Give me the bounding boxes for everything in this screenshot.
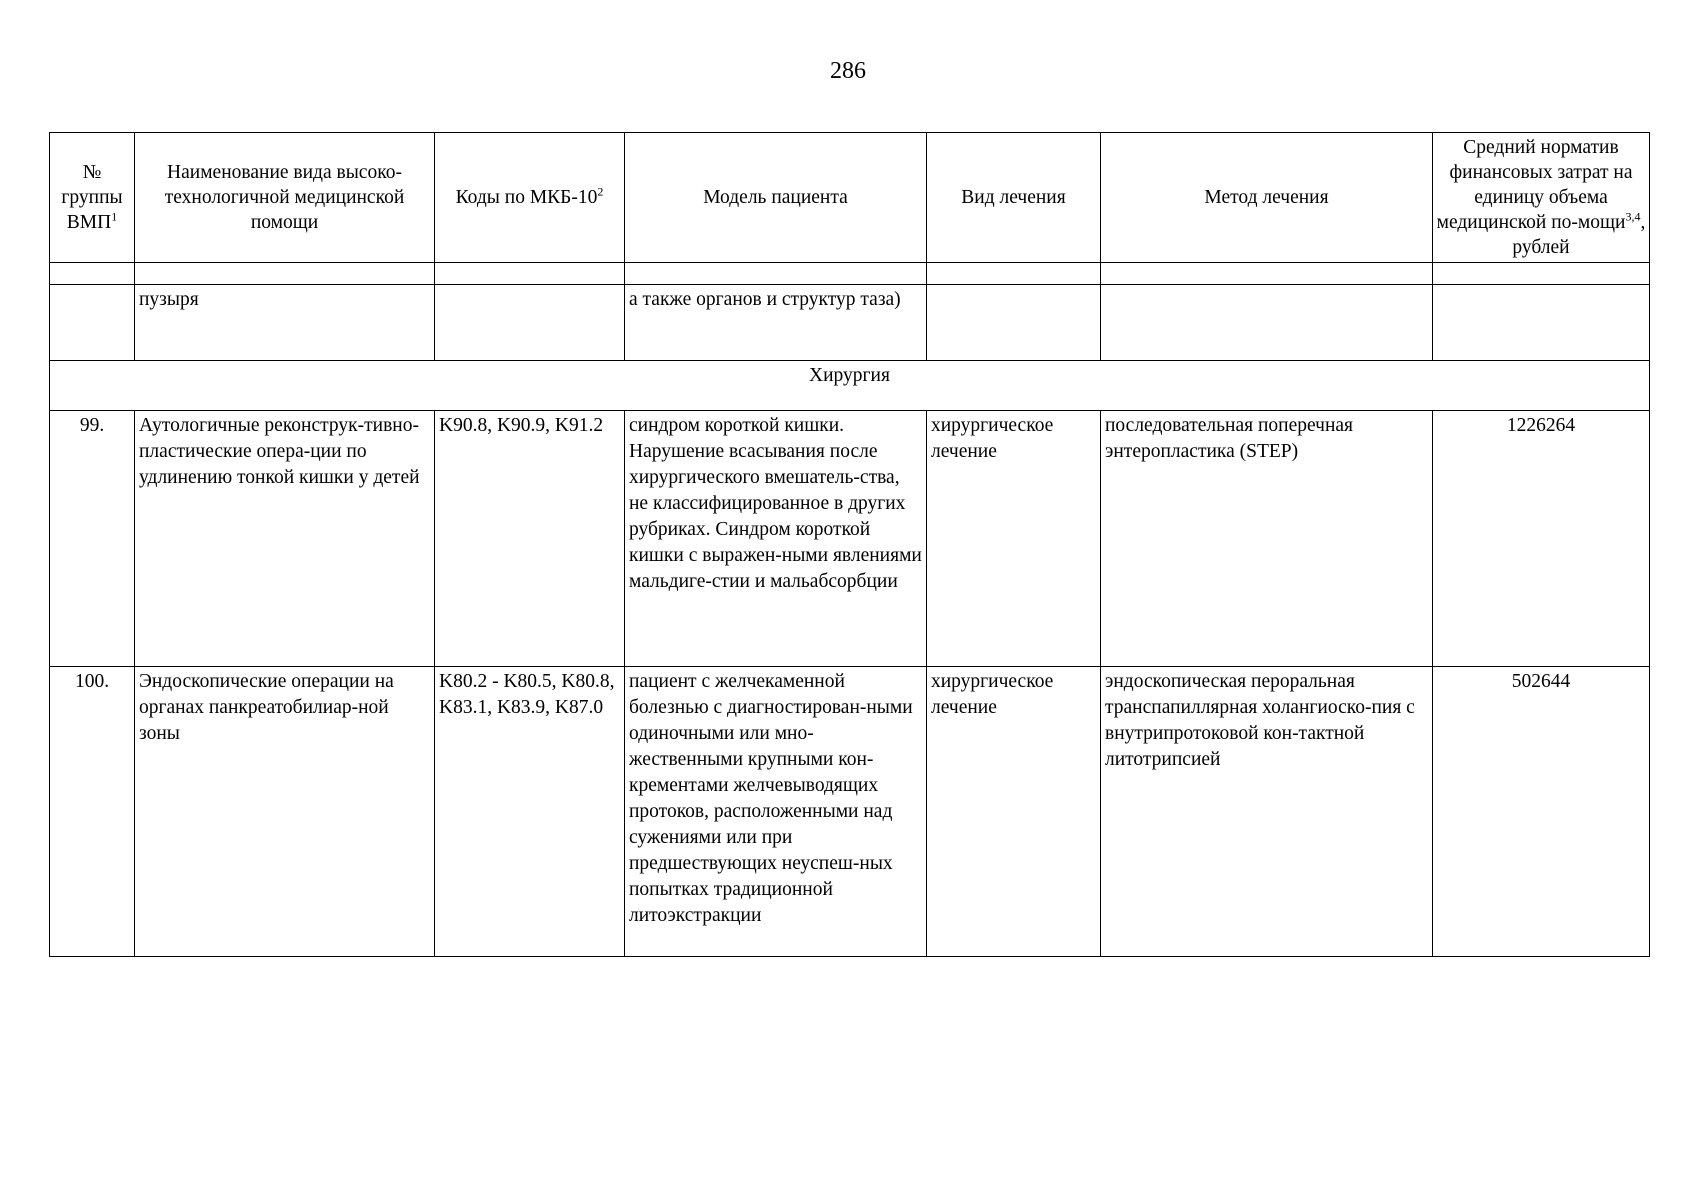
row-name: Эндоскопические операции на органах панкреатобилиар-ной зоны — [135, 667, 435, 957]
row-icd-codes: K90.8, K90.9, K91.2 — [435, 411, 625, 667]
row-name: Аутологичные реконструк-тивно-пластические опера-ции по удлинению тонкой кишки у детей — [135, 411, 435, 667]
header-treatment-method: Метод лечения — [1101, 133, 1433, 263]
continuation-name: пузыря — [135, 285, 435, 361]
row-patient-model: синдром короткой кишки. Нарушение всасывания после хирургического вмешатель-ства, не классифицированное в других рубриках. Синдром короткой кишки с выражен-ными явлениями мальдиге-стии и мальабсорбции — [625, 411, 927, 667]
row-treatment-type: хирургическое лечение — [927, 411, 1101, 667]
header-group-no: № группы ВМП$^1$ — [50, 133, 135, 263]
header-name: Наименование вида высоко-технологичной медицинской помощи — [135, 133, 435, 263]
table-row — [50, 667, 1650, 957]
row-icd-codes: K80.2 - K80.5, K80.8, K83.1, K83.9, K87.0 — [435, 667, 625, 957]
vmp-table — [49, 132, 1650, 957]
continuation-patient-model: а также органов и структур таза) — [625, 285, 927, 361]
header-patient-model: Модель пациента — [625, 133, 927, 263]
row-cost: 1226264 — [1433, 411, 1650, 667]
table-row-continuation — [50, 285, 1650, 361]
header-cost: Средний норматив финансовых затрат на единицу объема медицинской по-мощи$^{3,4}$, рублей — [1433, 133, 1650, 263]
page-number: 286 — [830, 58, 866, 84]
header-icd-codes: Коды по МКБ-$10^2$ — [435, 133, 625, 263]
row-patient-model: пациент с желчекаменной болезнью с диагностирован-ными одиночными или мно-жественными крупными кон-крементами желчевыводящих протоков, расположенными над сужениями или при предшествующих неуспеш-ных попытках традиционной литоэкстракции — [625, 667, 927, 957]
table-header-row — [50, 133, 1650, 263]
table-row-spacer — [50, 263, 1650, 285]
section-title: Хирургия — [50, 361, 1650, 411]
row-treatment-type: хирургическое лечение — [927, 667, 1101, 957]
table-row — [50, 411, 1650, 667]
row-group-no: 99. — [50, 411, 135, 667]
row-treatment-method: эндоскопическая пероральная транспапиллярная холангиоско-пия с внутрипротоковой кон-тактной литотрипсией — [1101, 667, 1433, 957]
section-row — [50, 361, 1650, 411]
row-cost: 502644 — [1433, 667, 1650, 957]
header-treatment-type: Вид лечения — [927, 133, 1101, 263]
row-treatment-method: последовательная поперечная энтеропластика (STEP) — [1101, 411, 1433, 667]
row-group-no: 100. — [50, 667, 135, 957]
